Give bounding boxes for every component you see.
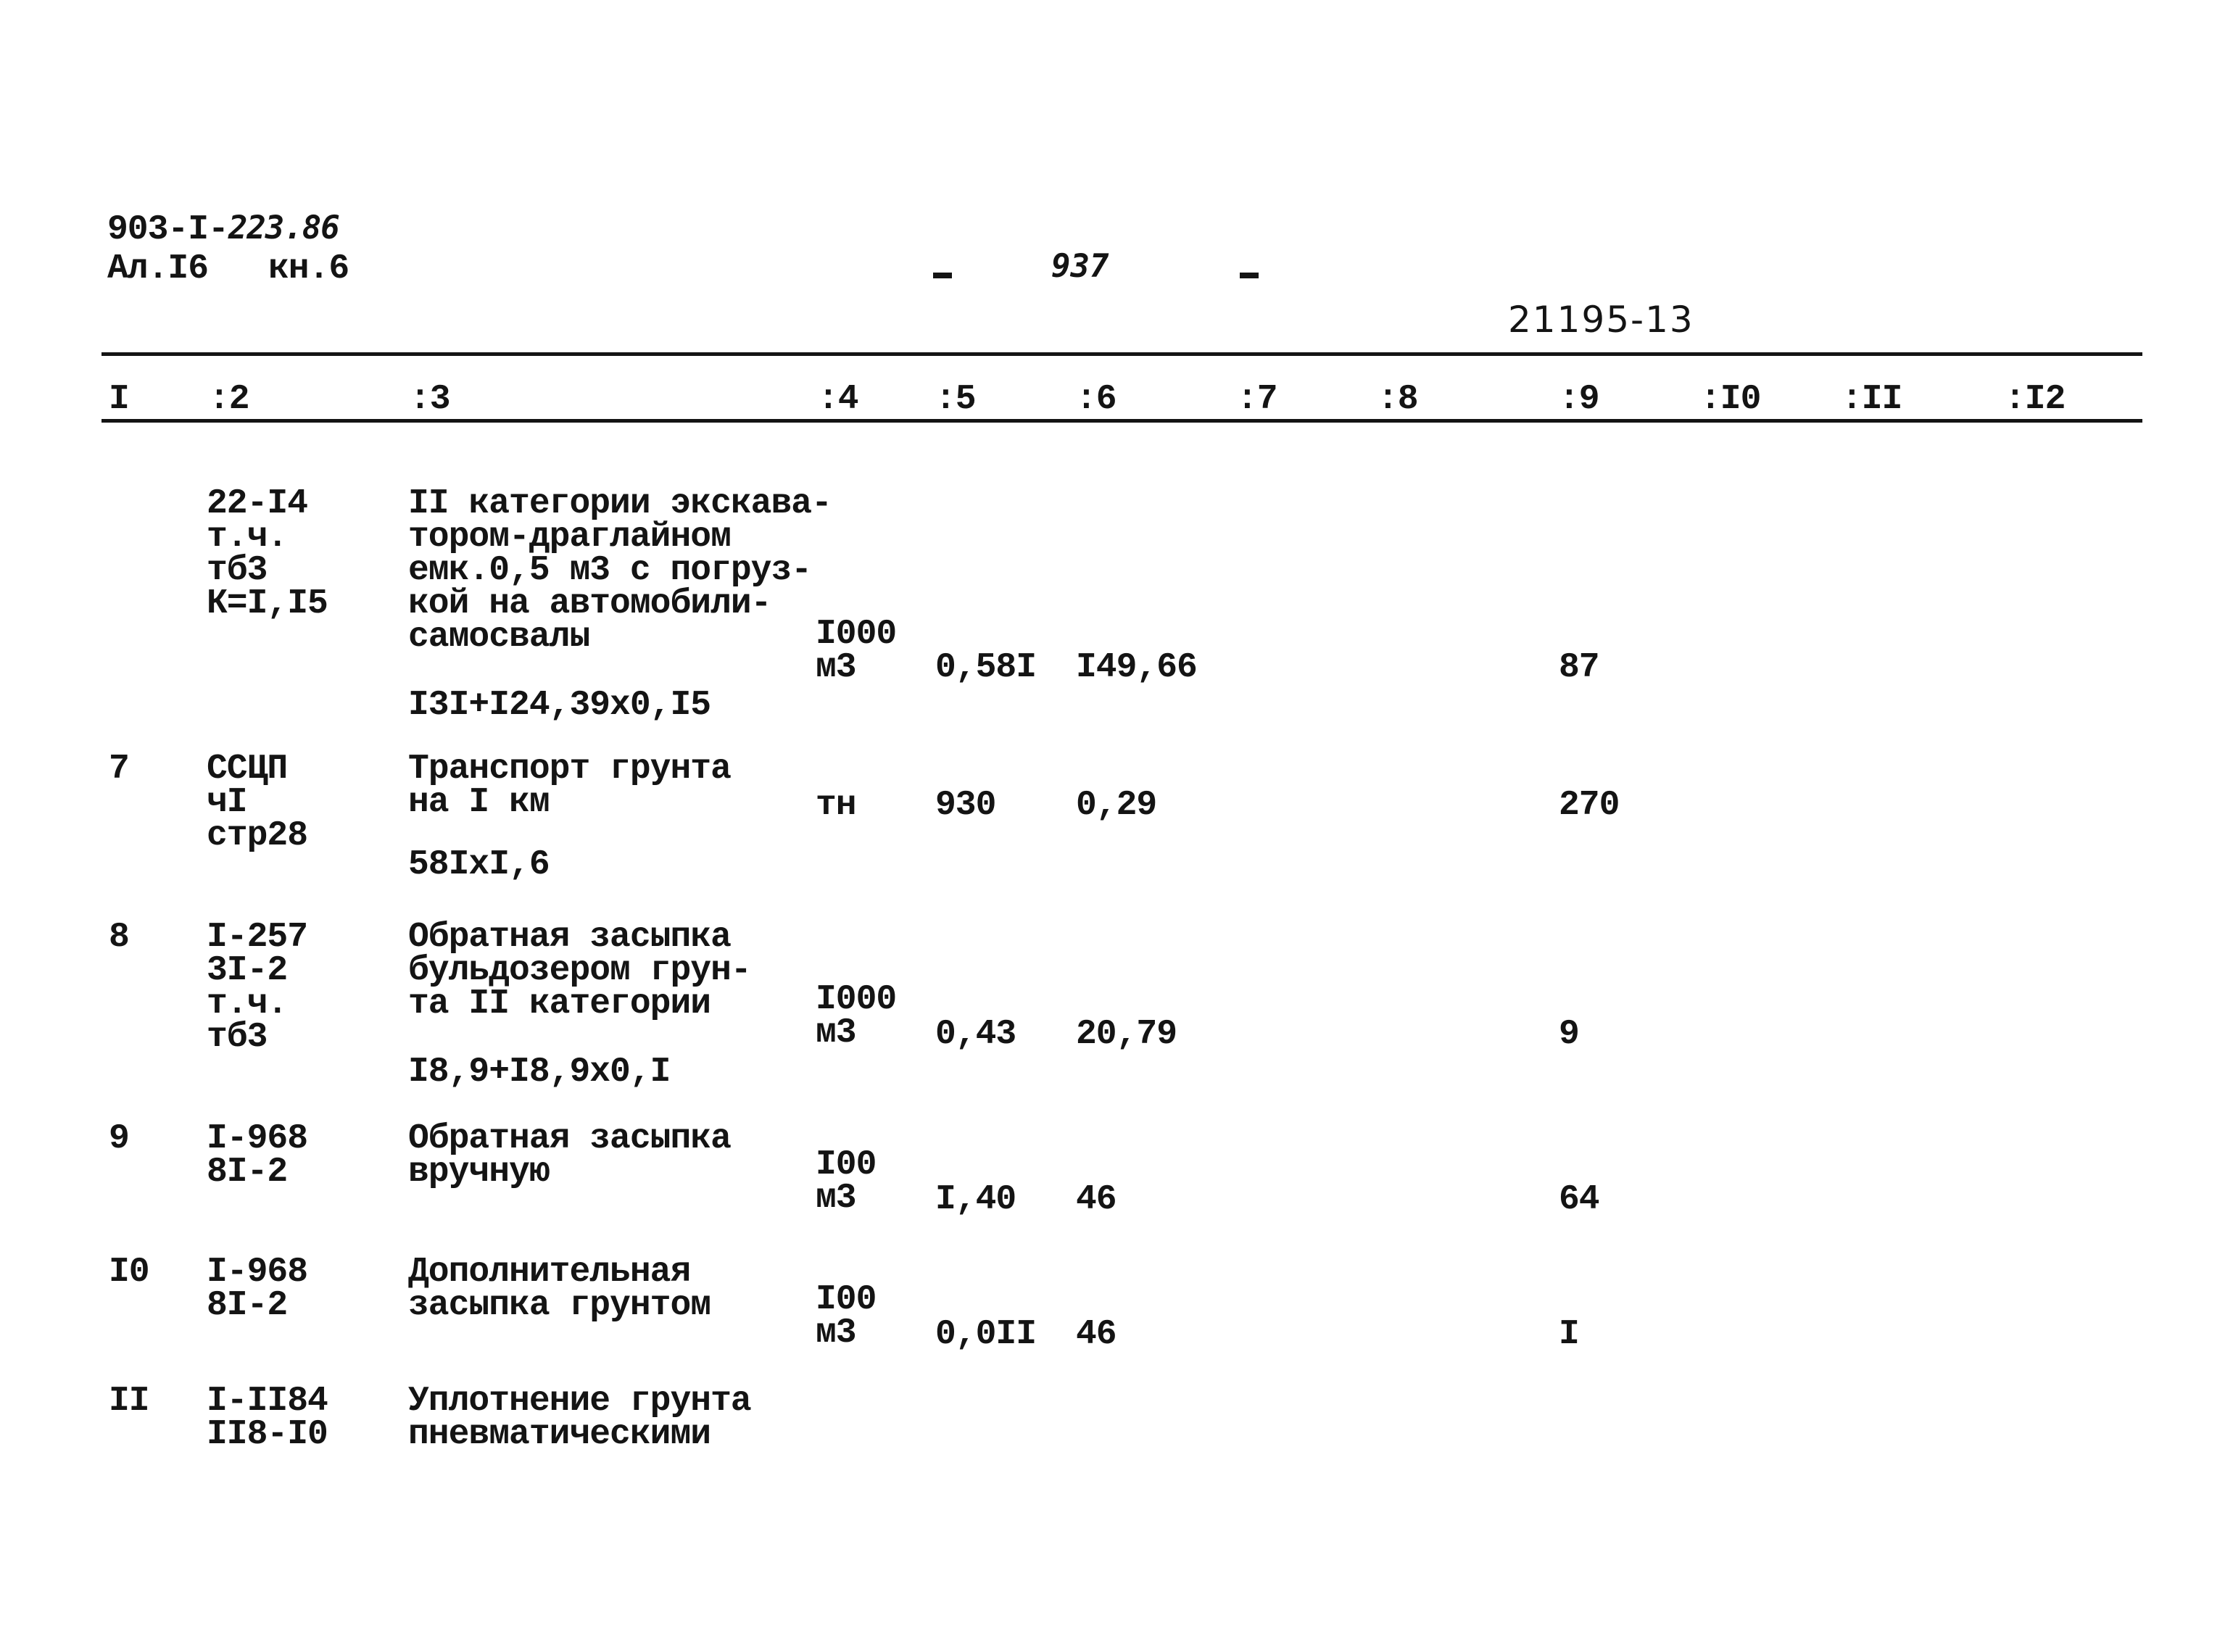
row-2-unit: тн (816, 786, 856, 825)
row-5-unit: I00 м3 (816, 1280, 877, 1353)
row-2-qty: 930 (935, 786, 996, 825)
row-3-formula: I8,9+I8,9x0,I (408, 1053, 671, 1092)
row-4-num: 9 (109, 1119, 129, 1158)
row-3-qty: 0,43 (935, 1015, 1016, 1054)
document-code (107, 209, 339, 249)
row-4-unit: I00 м3 (816, 1145, 877, 1218)
row-2-code: ССЦП чI стр28 (207, 750, 308, 855)
row-4-qty: I,40 (935, 1180, 1016, 1219)
column-header-4: :4 (818, 380, 858, 419)
document-code-printed: 903-I- (107, 210, 228, 249)
column-header-1: I (109, 380, 129, 419)
archive-stamp: 21195-13 (1508, 299, 1694, 341)
row-3-total: 9 (1559, 1015, 1579, 1054)
page-number-dash-left (933, 273, 952, 278)
column-header-7: :7 (1237, 380, 1277, 419)
column-header-3: :3 (410, 380, 450, 419)
page-number: 937 (1051, 248, 1109, 285)
row-1-desc: II категории экскава- тором-драглайном емк.0,5 м3 с погруз- кой на автомобили- самосвалы (408, 484, 832, 657)
row-4-desc: Обратная засыпка вручную (408, 1119, 731, 1192)
row-2-price: 0,29 (1076, 786, 1157, 825)
column-header-9: :9 (1559, 380, 1599, 419)
column-header-8: :8 (1378, 380, 1418, 419)
book-number: кн.6 (268, 249, 349, 289)
album-number: Ал.I6 (107, 249, 209, 289)
row-5-num: I0 (109, 1253, 149, 1292)
header-rule (102, 419, 2142, 423)
row-5-desc: Дополнительная засыпка грунтом (408, 1253, 711, 1325)
page-number-dash-right (1240, 273, 1259, 278)
row-1-price: I49,66 (1076, 648, 1197, 687)
column-header-10: :I0 (1700, 380, 1761, 419)
row-1-formula: I3I+I24,39x0,I5 (408, 686, 711, 725)
row-5-qty: 0,0II (935, 1315, 1037, 1354)
row-3-num: 8 (109, 918, 129, 957)
row-6-desc: Уплотнение грунта пневматическими (408, 1382, 751, 1454)
row-2-total: 270 (1559, 786, 1620, 825)
row-2-desc: Транспорт грунта на I км (408, 750, 731, 822)
row-5-code: I-968 8I-2 (207, 1253, 308, 1325)
column-header-11: :II (1842, 380, 1902, 419)
top-rule (102, 352, 2142, 356)
row-1-code: 22-I4 т.ч. тб3 К=I,I5 (207, 484, 328, 623)
row-3-price: 20,79 (1076, 1015, 1177, 1054)
row-4-price: 46 (1076, 1180, 1116, 1219)
document-code-handwritten: 223.86 (228, 209, 339, 246)
row-3-unit: I000 м3 (816, 980, 897, 1053)
row-3-code: I-257 3I-2 т.ч. тб3 (207, 918, 308, 1057)
row-6-code: I-II84 II8-I0 (207, 1382, 328, 1454)
row-2-formula: 58IxI,6 (408, 845, 550, 884)
row-2-num: 7 (109, 750, 129, 789)
row-4-total: 64 (1559, 1180, 1599, 1219)
column-header-12: :I2 (2005, 380, 2066, 419)
row-6-num: II (109, 1382, 149, 1421)
row-1-unit: I000 м3 (816, 615, 897, 687)
row-5-price: 46 (1076, 1315, 1116, 1354)
column-header-2: :2 (209, 380, 249, 419)
row-3-desc: Обратная засыпка бульдозером грун- та II категории (408, 918, 751, 1024)
row-5-total: I (1559, 1315, 1579, 1354)
row-4-code: I-968 8I-2 (207, 1119, 308, 1192)
column-header-5: :5 (935, 380, 976, 419)
row-1-qty: 0,58I (935, 648, 1037, 687)
column-header-6: :6 (1076, 380, 1116, 419)
row-1-total: 87 (1559, 648, 1599, 687)
